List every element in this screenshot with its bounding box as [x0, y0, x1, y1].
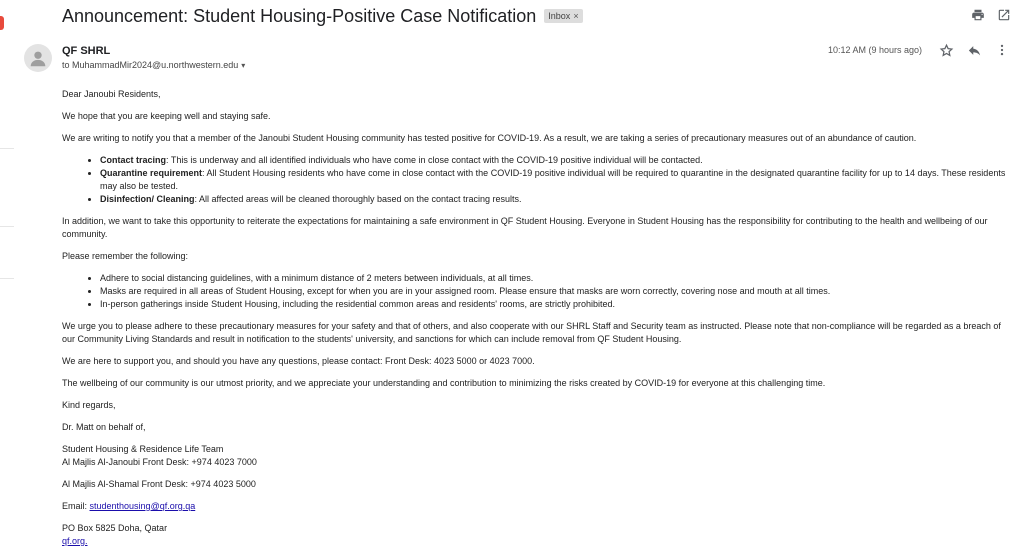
- measure-text: : This is underway and all identified individuals who have come in close contact with the COVID-19 positive individual will be contacted.: [166, 155, 703, 165]
- star-icon[interactable]: [938, 42, 954, 58]
- measure-text: : All Student Housing residents who have come in close contact with the COVID-19 positive individual will be required to quarantine in the designated quarantine facility for up to 14 days. These residents may also be tested.: [100, 168, 1006, 191]
- sidebar-divider: [0, 226, 14, 227]
- body-paragraph: We are writing to notify you that a member of the Janoubi Student Housing community has tested positive for COVID-19. As a result, we are taking a series of precautionary measures out of an abundance of caution.: [62, 133, 917, 143]
- email-line: [62, 500, 1012, 513]
- website-link[interactable]: qf.org.: [62, 536, 88, 546]
- body-paragraph: The wellbeing of our community is our utmost priority, and we appreciate your understanding and contribution to minimizing the risks created by COVID-19 for everyone at this challenging time.: [62, 378, 826, 388]
- top-toolbar: [970, 7, 1012, 23]
- open-in-new-window-icon[interactable]: [996, 7, 1012, 23]
- email-subject: Announcement: Student Housing-Positive Case Notification: [62, 5, 537, 26]
- sender-name: QF SHRL: [62, 45, 111, 57]
- measure-term: Contact tracing: [100, 155, 167, 165]
- measure-term: Disinfection/ Cleaning: [100, 194, 195, 204]
- sidebar-divider: [0, 278, 14, 279]
- measure-term: Quarantine requirement: [100, 168, 203, 178]
- recipient-line: [62, 60, 245, 70]
- timestamp: 10:12 AM (9 hours ago): [827, 45, 922, 55]
- greeting: Dear Janoubi Residents,: [62, 89, 161, 99]
- list-item: [100, 193, 1012, 206]
- address: PO Box 5825 Doha, Qatar: [62, 523, 168, 533]
- body-paragraph: We urge you to please adhere to these precautionary measures for your safety and that of others, and also cooperate with our SHRL Staff and Security team as instructed. Please note that non-compliance will be regarded as a breach of our Community Living Standards and result in notification to the students' university, and sanctions for which can include removal from QF Student Housing.: [62, 321, 1001, 344]
- close-icon[interactable]: ×: [573, 11, 579, 21]
- team-name: Student Housing & Residence Life Team: [62, 444, 224, 454]
- more-vert-icon[interactable]: [994, 42, 1010, 58]
- janoubi-desk: Al Majlis Al-Janoubi Front Desk: +974 4023 7000: [62, 457, 257, 467]
- closing: Kind regards,: [62, 400, 116, 410]
- measures-list: [62, 154, 1012, 206]
- list-item: • In-person gatherings inside Student Housing, including the residential common areas and residents' rooms, are strictly prohibited.: [100, 298, 1012, 311]
- recipient-text: to MuhammadMir2024@u.northwestern.edu: [62, 60, 239, 70]
- email-body: [62, 88, 1012, 557]
- inbox-label-text: Inbox: [548, 11, 571, 21]
- subject-row: [62, 4, 583, 28]
- shamal-desk: Al Majlis Al-Shamal Front Desk: +974 4023 5000: [62, 479, 256, 489]
- print-icon[interactable]: [970, 7, 986, 23]
- inbox-label-chip[interactable]: [544, 9, 582, 23]
- sidebar-divider: [0, 148, 14, 149]
- chevron-down-icon[interactable]: ▾: [241, 60, 246, 70]
- rules-list: [62, 272, 1012, 311]
- signer: Dr. Matt on behalf of,: [62, 422, 146, 432]
- body-paragraph: We are here to support you, and should you have any questions, please contact: Front Desk: 4023 5000 or 4023 7000.: [62, 356, 535, 366]
- website-line: [62, 535, 1012, 548]
- body-paragraph: Please remember the following:: [62, 251, 189, 261]
- email-link[interactable]: studenthousing@qf.org.qa: [89, 501, 196, 511]
- compose-indicator: [0, 16, 4, 30]
- left-sidebar-edge: [0, 0, 14, 558]
- message-actions: [828, 42, 1010, 58]
- email-label: Email:: [62, 501, 90, 511]
- reply-icon[interactable]: [966, 42, 982, 58]
- list-item: [100, 167, 1012, 193]
- list-item: [100, 154, 1012, 167]
- measure-text: : All affected areas will be cleaned thoroughly based on the contact tracing results.: [194, 194, 522, 204]
- list-item: • Adhere to social distancing guidelines, with a minimum distance of 2 meters between individuals, at all times.: [100, 272, 1012, 285]
- list-item: • Masks are required in all areas of Student Housing, except for when you are in your assigned room. Please ensure that masks are worn correctly, covering nose and mouth at all times.: [100, 285, 1012, 298]
- body-paragraph: In addition, we want to take this opportunity to reiterate the expectations for maintaining a safe environment in QF Student Housing. Everyone in Student Housing has the responsibility for contributing to the health and wellbeing of our community.: [62, 216, 988, 239]
- person-avatar-icon[interactable]: [24, 44, 52, 72]
- body-paragraph: We hope that you are keeping well and staying safe.: [62, 111, 271, 121]
